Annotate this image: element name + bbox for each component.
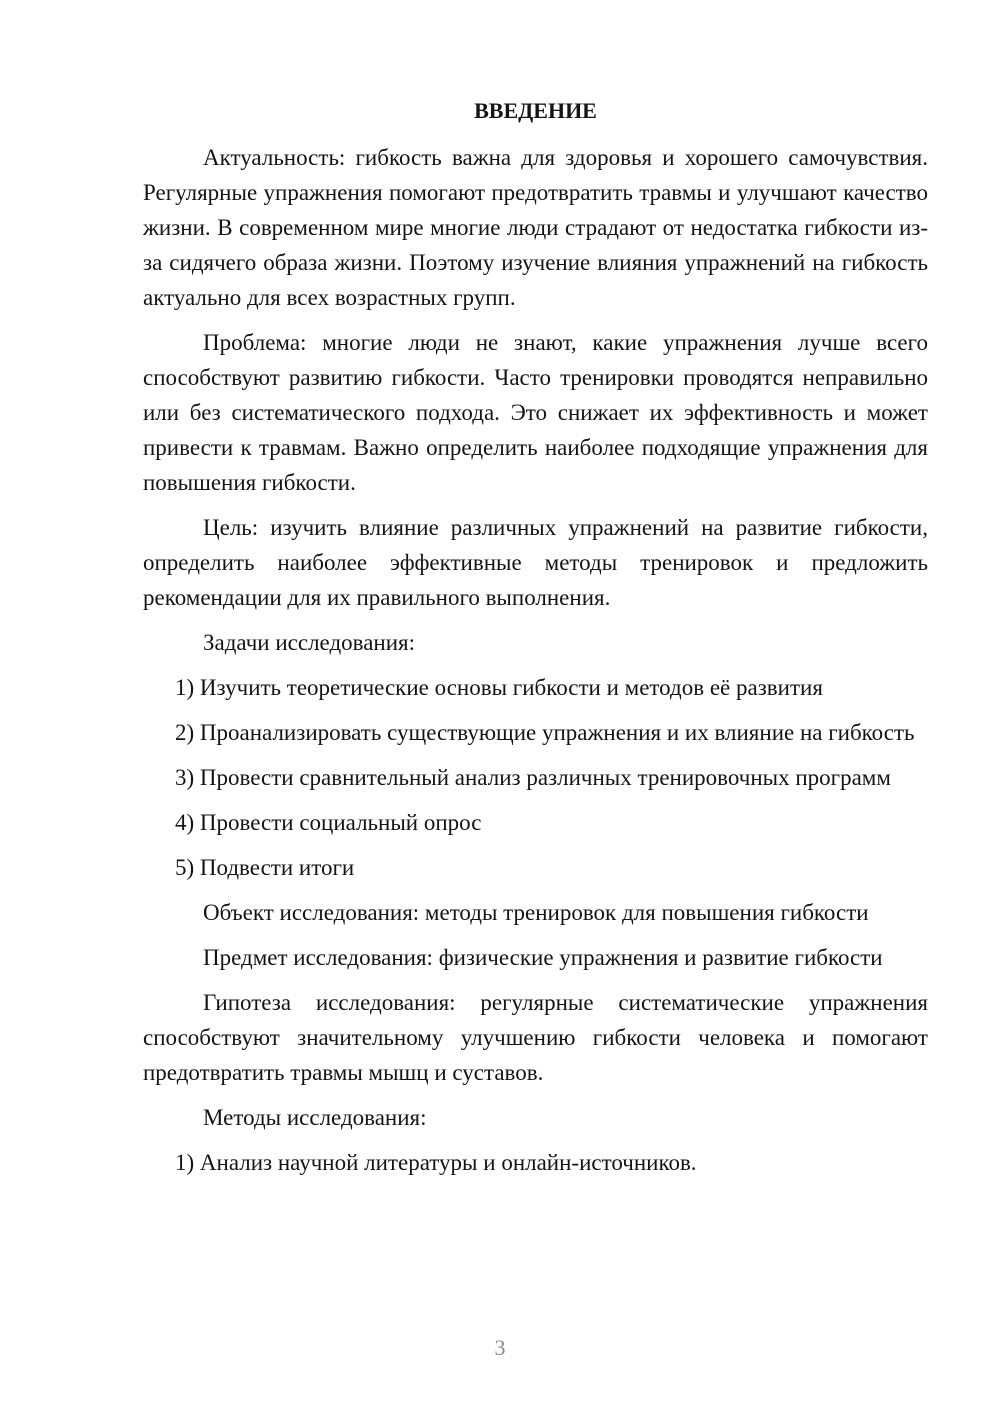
subject-paragraph: Предмет исследования: физические упражнения и развитие гибкости xyxy=(203,945,883,970)
object-paragraph: Объект исследования: методы тренировок для повышения гибкости xyxy=(203,900,869,925)
task-item-4: 4) Провести социальный опрос xyxy=(175,810,482,835)
hypothesis-paragraph: Гипотеза исследования: регулярные систематические упражнения способствуют значительному улучшению гибкости человека и помогают предотвратить травмы мышц и суставов. xyxy=(143,990,928,1085)
problem-paragraph: Проблема: многие люди не знают, какие упражнения лучше всего способствуют развитию гибкости. Часто тренировки проводятся неправильно или без систематического подхода. Это снижает их эффективность и может привести к травмам. Важно определить наиболее подходящие упражнения для повышения гибкости. xyxy=(143,330,928,495)
task-item-5: 5) Подвести итоги xyxy=(175,855,355,880)
task-item-1: 1) Изучить теоретические основы гибкости и методов её развития xyxy=(175,675,823,700)
relevance-paragraph: Актуальность: гибкость важна для здоровья и хорошего самочувствия. Регулярные упражнения помогают предотвратить травмы и улучшают качество жизни. В современном мире многие люди страдают от недостатка гибкости из-за сидячего образа жизни. Поэтому изучение влияния упражнений на гибкость актуально для всех возрастных групп. xyxy=(143,145,928,310)
goal-paragraph: Цель: изучить влияние различных упражнений на развитие гибкости, определить наиболее эффективные методы тренировок и предложить рекомендации для их правильного выполнения. xyxy=(143,515,928,610)
tasks-heading: Задачи исследования: xyxy=(203,630,416,655)
task-item-3: 3) Провести сравнительный анализ различных тренировочных программ xyxy=(175,765,891,790)
method-item-1: 1) Анализ научной литературы и онлайн-источников. xyxy=(175,1150,697,1175)
page-number: 3 xyxy=(494,1335,506,1360)
section-title: ВВЕДЕНИЕ xyxy=(474,98,597,123)
document-page xyxy=(143,96,928,1190)
methods-heading: Методы исследования: xyxy=(203,1105,427,1130)
task-item-2: 2) Проанализировать существующие упражнения и их влияние на гибкость xyxy=(175,720,915,745)
